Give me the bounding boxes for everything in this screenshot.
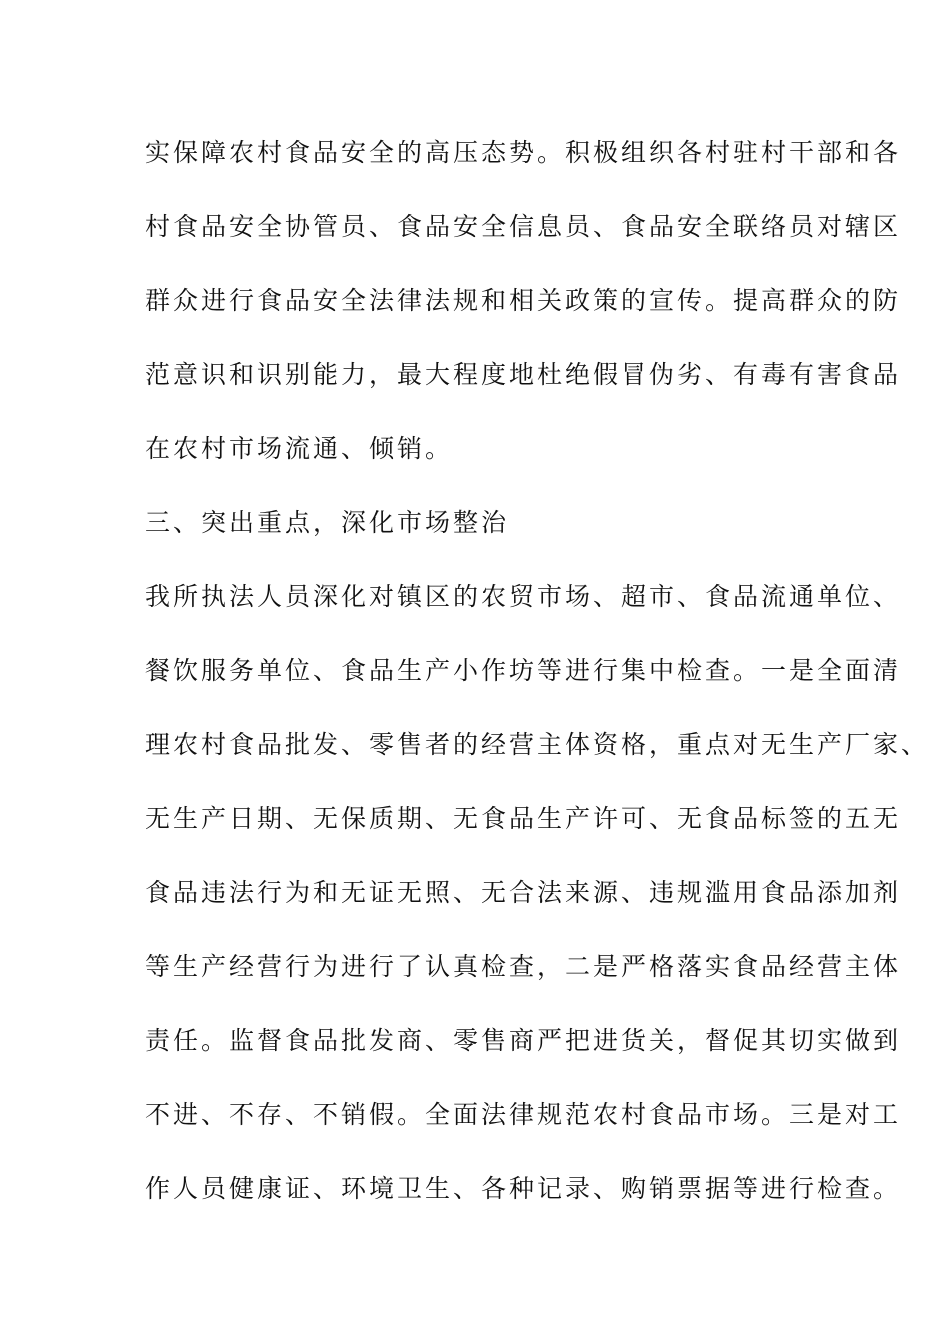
paragraph-line: 理农村食品批发、零售者的经营主体资格，重点对无生产厂家、 (145, 730, 930, 759)
paragraph-line: 食品违法行为和无证无照、无合法来源、违规滥用食品添加剂 (145, 878, 902, 907)
paragraph-line: 责任。监督食品批发商、零售商严把进货关，督促其切实做到 (145, 1026, 902, 1055)
paragraph-line: 无生产日期、无保质期、无食品生产许可、无食品标签的五无 (145, 804, 902, 833)
paragraph-line: 等生产经营行为进行了认真检查，二是严格落实食品经营主体 (145, 952, 902, 981)
paragraph-line: 实保障农村食品安全的高压态势。积极组织各村驻村干部和各 (145, 138, 902, 167)
paragraph-line: 不进、不存、不销假。全面法律规范农村食品市场。三是对工 (145, 1100, 902, 1129)
paragraph-line: 作人员健康证、环境卫生、各种记录、购销票据等进行检查。 (145, 1174, 902, 1203)
paragraph-line: 村食品安全协管员、食品安全信息员、食品安全联络员对辖区 (145, 212, 902, 241)
section-heading: 三、突出重点，深化市场整治 (145, 508, 510, 537)
paragraph-line: 范意识和识别能力，最大程度地杜绝假冒伪劣、有毒有害食品 (145, 360, 902, 389)
paragraph-line: 餐饮服务单位、食品生产小作坊等进行集中检查。一是全面清 (145, 656, 902, 685)
paragraph-line: 群众进行食品安全法律法规和相关政策的宣传。提高群众的防 (145, 286, 902, 315)
paragraph-line: 我所执法人员深化对镇区的农贸市场、超市、食品流通单位、 (145, 582, 902, 611)
paragraph-line: 在农村市场流通、倾销。 (145, 434, 454, 463)
